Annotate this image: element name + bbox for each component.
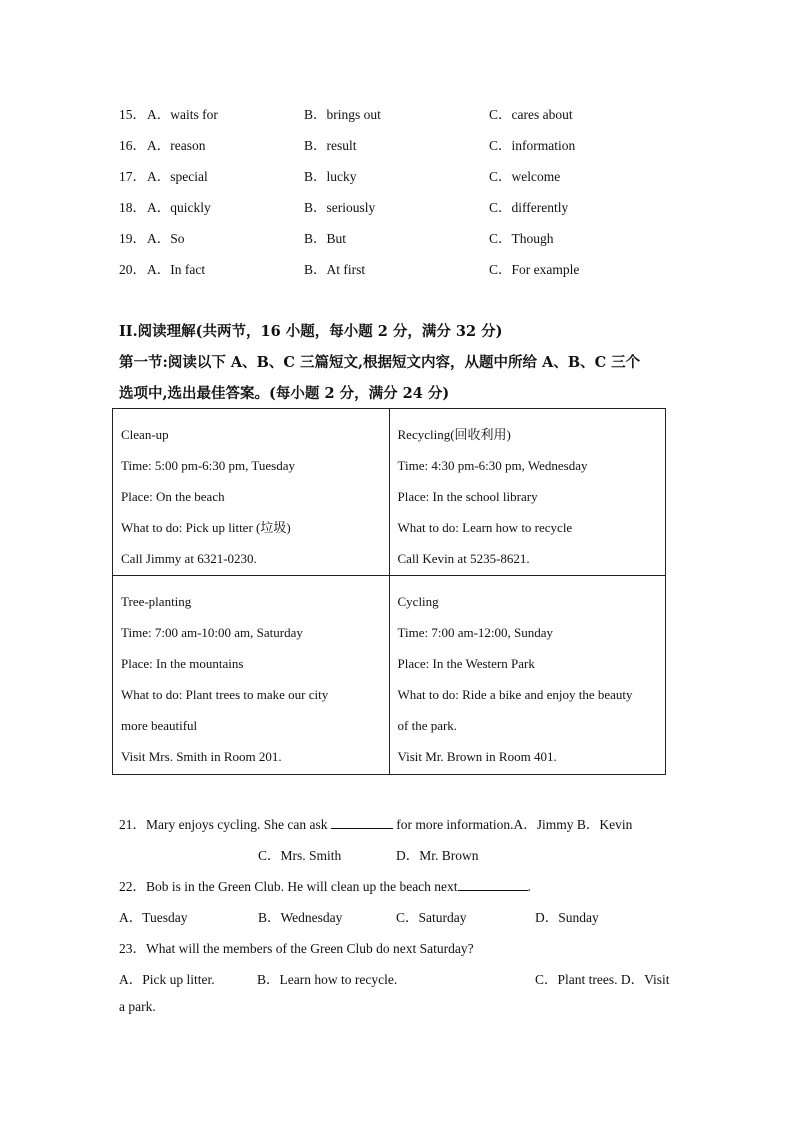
notice-todo: What to do: Learn how to recycle	[397, 520, 573, 535]
activity-notice-table	[112, 408, 666, 775]
notice-time: Time: 4:30 pm-6:30 pm, Wednesday	[397, 458, 588, 473]
notice-time: Time: 7:00 am-10:00 am, Saturday	[121, 625, 303, 640]
notice-todo: What to do: Pick up litter (垃圾)	[121, 520, 291, 535]
notice-title: Recycling(回收利用)	[397, 427, 511, 442]
question-number: 16．	[119, 138, 146, 153]
notice-title: Tree-planting	[121, 594, 192, 609]
option-c: C．information	[489, 138, 576, 153]
question-number: 17．	[119, 169, 146, 184]
option-b: B．At first	[304, 262, 366, 277]
option-row	[0, 196, 794, 216]
notice-tree-planting	[113, 576, 390, 775]
q22-option-a: A．Tuesday	[119, 910, 188, 925]
notice-todo-continued: more beautiful	[121, 718, 198, 733]
q21-option-c: C．Mrs. Smith	[258, 848, 342, 863]
notice-todo: What to do: Ride a bike and enjoy the beauty	[397, 687, 633, 702]
option-row	[0, 227, 794, 247]
q23-option-d-continued: a park.	[119, 999, 156, 1014]
option-c: C．For example	[489, 262, 580, 277]
option-c: C．differently	[489, 200, 569, 215]
option-b: B．brings out	[304, 107, 381, 122]
notice-recycling	[389, 409, 666, 576]
option-c: C．Though	[489, 231, 554, 246]
notice-contact: Visit Mr. Brown in Room 401.	[397, 749, 557, 764]
answer-blank[interactable]	[331, 814, 393, 829]
section-heading: II.阅读理解(共两节，16 小题，每小题 2 分，满分 32 分)	[119, 323, 503, 340]
option-b: B．But	[304, 231, 347, 246]
notice-title: Clean-up	[121, 427, 169, 442]
q23-option-a: A．Pick up litter.	[119, 972, 215, 987]
question-number: 19．	[119, 231, 146, 246]
option-a: A．reason	[147, 138, 206, 153]
notice-place: Place: In the mountains	[121, 656, 244, 671]
notice-time: Time: 5:00 pm-6:30 pm, Tuesday	[121, 458, 295, 473]
answer-blank[interactable]	[458, 876, 528, 891]
option-a: A．special	[147, 169, 208, 184]
question-stem-end: .	[527, 879, 531, 894]
q22-option-b: B．Wednesday	[258, 910, 343, 925]
q22-option-d: D．Sunday	[535, 910, 599, 925]
notice-cleanup	[113, 409, 390, 576]
option-b: B．seriously	[304, 200, 376, 215]
question-23-stem: 23．What will the members of the Green Club do next Saturday?	[119, 941, 474, 956]
q21-option-d: D．Mr. Brown	[396, 848, 479, 863]
section-instruction-line2: 选项中,选出最佳答案。(每小题 2 分，满分 24 分)	[119, 385, 450, 402]
option-a: A．So	[147, 231, 185, 246]
option-b: B．result	[304, 138, 357, 153]
option-c: C．cares about	[489, 107, 573, 122]
option-row	[0, 134, 794, 154]
notice-place: Place: In the school library	[397, 489, 538, 504]
option-row	[0, 165, 794, 185]
option-row	[0, 258, 794, 278]
question-number: 20．	[119, 262, 146, 277]
q23-option-c-d: C．Plant trees. D．Visit	[535, 972, 670, 987]
q23-option-b: B．Learn how to recycle.	[257, 972, 398, 987]
option-b: B．lucky	[304, 169, 357, 184]
question-21-stem	[119, 813, 632, 833]
notice-contact: Call Jimmy at 6321-0230.	[121, 551, 257, 566]
section-instruction-line1: 第一节:阅读以下 A、B、C 三篇短文,根据短文内容，从题中所给 A、B、C 三个	[119, 354, 641, 371]
option-a: A．quickly	[147, 200, 211, 215]
notice-cycling	[389, 576, 666, 775]
question-number: 15．	[119, 107, 146, 122]
notice-todo: What to do: Plant trees to make our city	[121, 687, 329, 702]
notice-place: Place: On the beach	[121, 489, 225, 504]
notice-todo-continued: of the park.	[397, 718, 458, 733]
notice-title: Cycling	[397, 594, 439, 609]
question-stem-end: for more information.A．Jimmy B．Kevin	[396, 817, 633, 832]
option-a: A．waits for	[147, 107, 218, 122]
question-stem-start: 21．Mary enjoys cycling. She can ask	[119, 817, 328, 832]
question-number: 18．	[119, 200, 146, 215]
notice-contact: Visit Mrs. Smith in Room 201.	[121, 749, 282, 764]
question-22-stem	[119, 875, 531, 895]
notice-contact: Call Kevin at 5235-8621.	[397, 551, 530, 566]
option-a: A．In fact	[147, 262, 206, 277]
notice-place: Place: In the Western Park	[397, 656, 535, 671]
q22-option-c: C．Saturday	[396, 910, 467, 925]
notice-time: Time: 7:00 am-12:00, Sunday	[397, 625, 554, 640]
option-c: C．welcome	[489, 169, 561, 184]
question-stem-start: 22．Bob is in the Green Club. He will clean up the beach next	[119, 879, 458, 894]
option-row	[0, 103, 794, 123]
